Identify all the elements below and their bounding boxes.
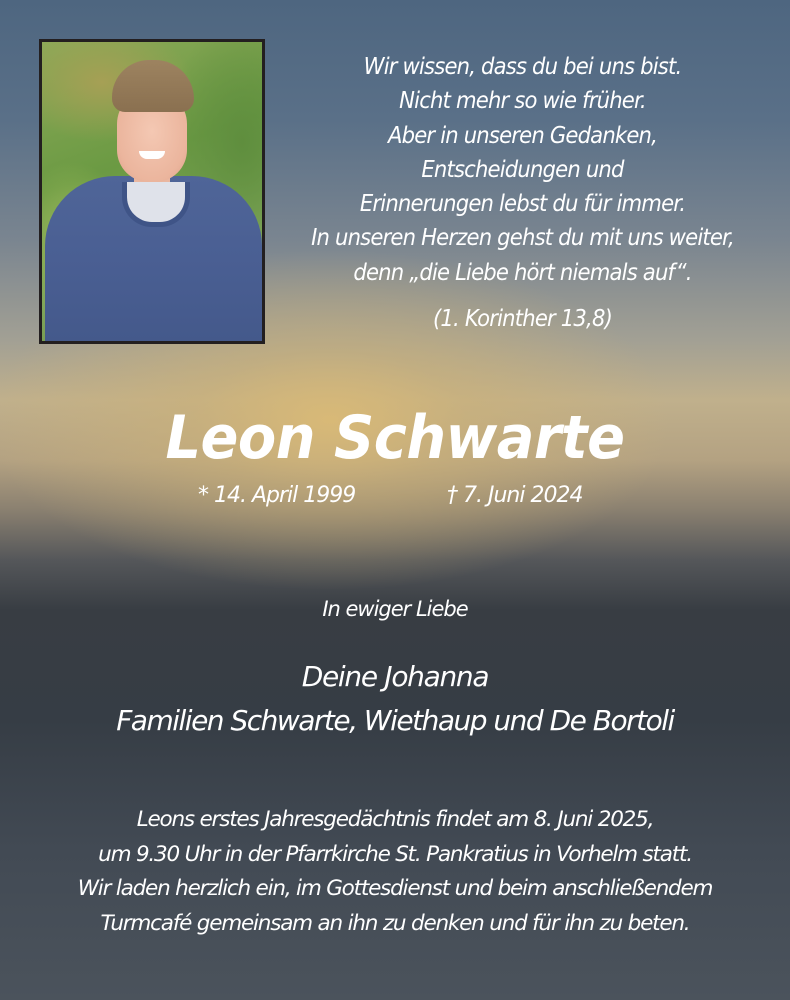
photo-smile: [139, 151, 165, 159]
verse-line: Entscheidungen und: [421, 156, 624, 183]
birth-date: * 14. April 1999: [198, 483, 356, 508]
notice-line: um 9.30 Uhr in der Pfarrkirche St. Pankratius in Vorhelm statt.: [98, 841, 692, 867]
deceased-name: Leon Schwarte: [165, 403, 625, 473]
memorial-verse: [309, 50, 737, 336]
verse-line: Aber in unseren Gedanken,: [387, 122, 658, 149]
verse-reference: (1. Korinther 13,8): [432, 306, 613, 333]
notice-line: Turmcafé gemeinsam an ihn zu denken und für ihn zu beten.: [100, 910, 690, 936]
photo-hair: [112, 60, 194, 112]
closing-phrase: In ewiger Liebe: [322, 597, 468, 621]
mourners: [0, 656, 790, 752]
mourner-partner: Deine Johanna: [301, 660, 489, 693]
verse-line: denn „die Liebe hört niemals auf“.: [353, 259, 692, 286]
notice-line: Leons erstes Jahresgedächtnis findet am 8. Juni 2025,: [136, 807, 654, 832]
verse-line: Wir wissen, dass du bei uns bist.: [363, 54, 682, 80]
notice-line: Wir laden herzlich ein, im Gottesdienst und beim anschließendem: [77, 876, 713, 901]
death-date: † 7. Juni 2024: [447, 483, 583, 508]
portrait-frame: [39, 39, 265, 344]
memorial-service-notice: [20, 803, 770, 941]
verse-line: In unseren Herzen gehst du mit uns weiter,: [311, 225, 734, 252]
portrait-photo: [42, 42, 262, 341]
verse-line: Erinnerungen lebst du für immer.: [359, 191, 686, 218]
verse-line: Nicht mehr so wie früher.: [399, 88, 646, 115]
mourner-families: Familien Schwarte, Wiethaup und De Bortoli: [116, 704, 674, 737]
